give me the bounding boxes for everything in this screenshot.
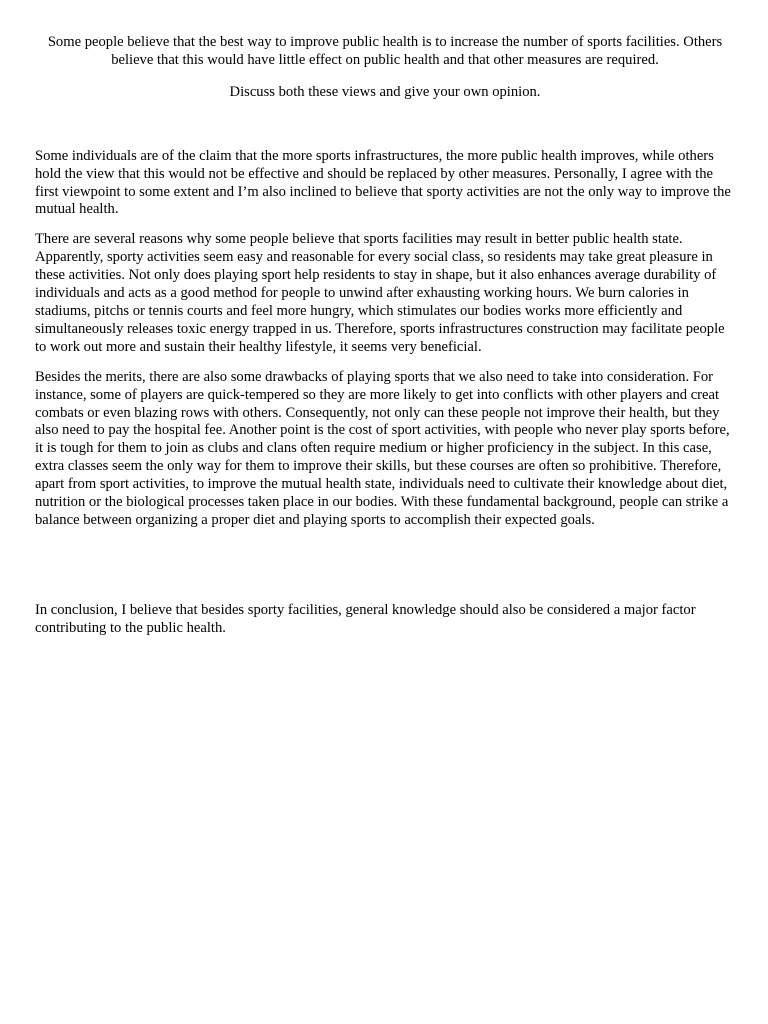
introduction-paragraph: Some individuals are of the claim that the more sports infrastructures, the more public health improves, while others hold the view that this would not be effective and should be replaced by other measures. Personally, I agree with the first viewpoint to some extent and I’m also inclined to believe that sporty activities are not the only way to improve the mutual health. [35,147,731,218]
body-paragraph-2: Besides the merits, there are also some drawbacks of playing sports that we also need to take into consideration. For instance, some of players are quick-tempered so they are more likely to get into conflicts with other players and creat combats or even blazing rows with others. Consequently, not only can these people not improve their health, but they also need to pay the hospital fee. Another point is the cost of sport activities, with people who never play sports before, it is tough for them to join as clubs and clans often require medium or higher proficiency in the subject. In this case, extra classes seem the only way for them to improve their skills, but these courses are often so prohibitive. Therefore, apart from sport activities, to improve the mutual health state, individuals need to cultivate their knowledge about diet, nutrition or the biological processes taken place in our bodies. With these fundamental background, people can strike a balance between organizing a proper diet and playing sports to accomplish their expected goals. [35,368,730,528]
prompt-statement: Some people believe that the best way to improve public health is to increase the number of sports facilities. Others believe that this would have little effect on public health and that other measures are required. [47,34,723,68]
essay-prompt [35,34,735,102]
prompt-task: Discuss both these views and give your own opinion. [229,83,541,100]
essay-body [35,148,735,638]
conclusion-paragraph: In conclusion, I believe that besides sporty facilities, general knowledge should also be considered a major factor contributing to the public health. [35,601,696,636]
document-page [35,34,735,650]
body-paragraph-1: There are several reasons why some people believe that sports facilities may result in better public health state. Apparently, sporty activities seem easy and reasonable for every social class, so residents may take great pleasure in these activities. Not only does playing sport help residents to stay in shape, but it also enhances average durability of individuals and acts as a good method for people to unwind after exhausting working hours. We burn calories in stadiums, pitchs or tennis courts and feel more hungry, which stimulates our bodies works more efficiently and simultaneously releases toxic energy trapped in us. Therefore, sports infrastructures construction may facilitate people to work out more and sustain their healthy lifestyle, it seems very beneficial. [35,231,725,355]
